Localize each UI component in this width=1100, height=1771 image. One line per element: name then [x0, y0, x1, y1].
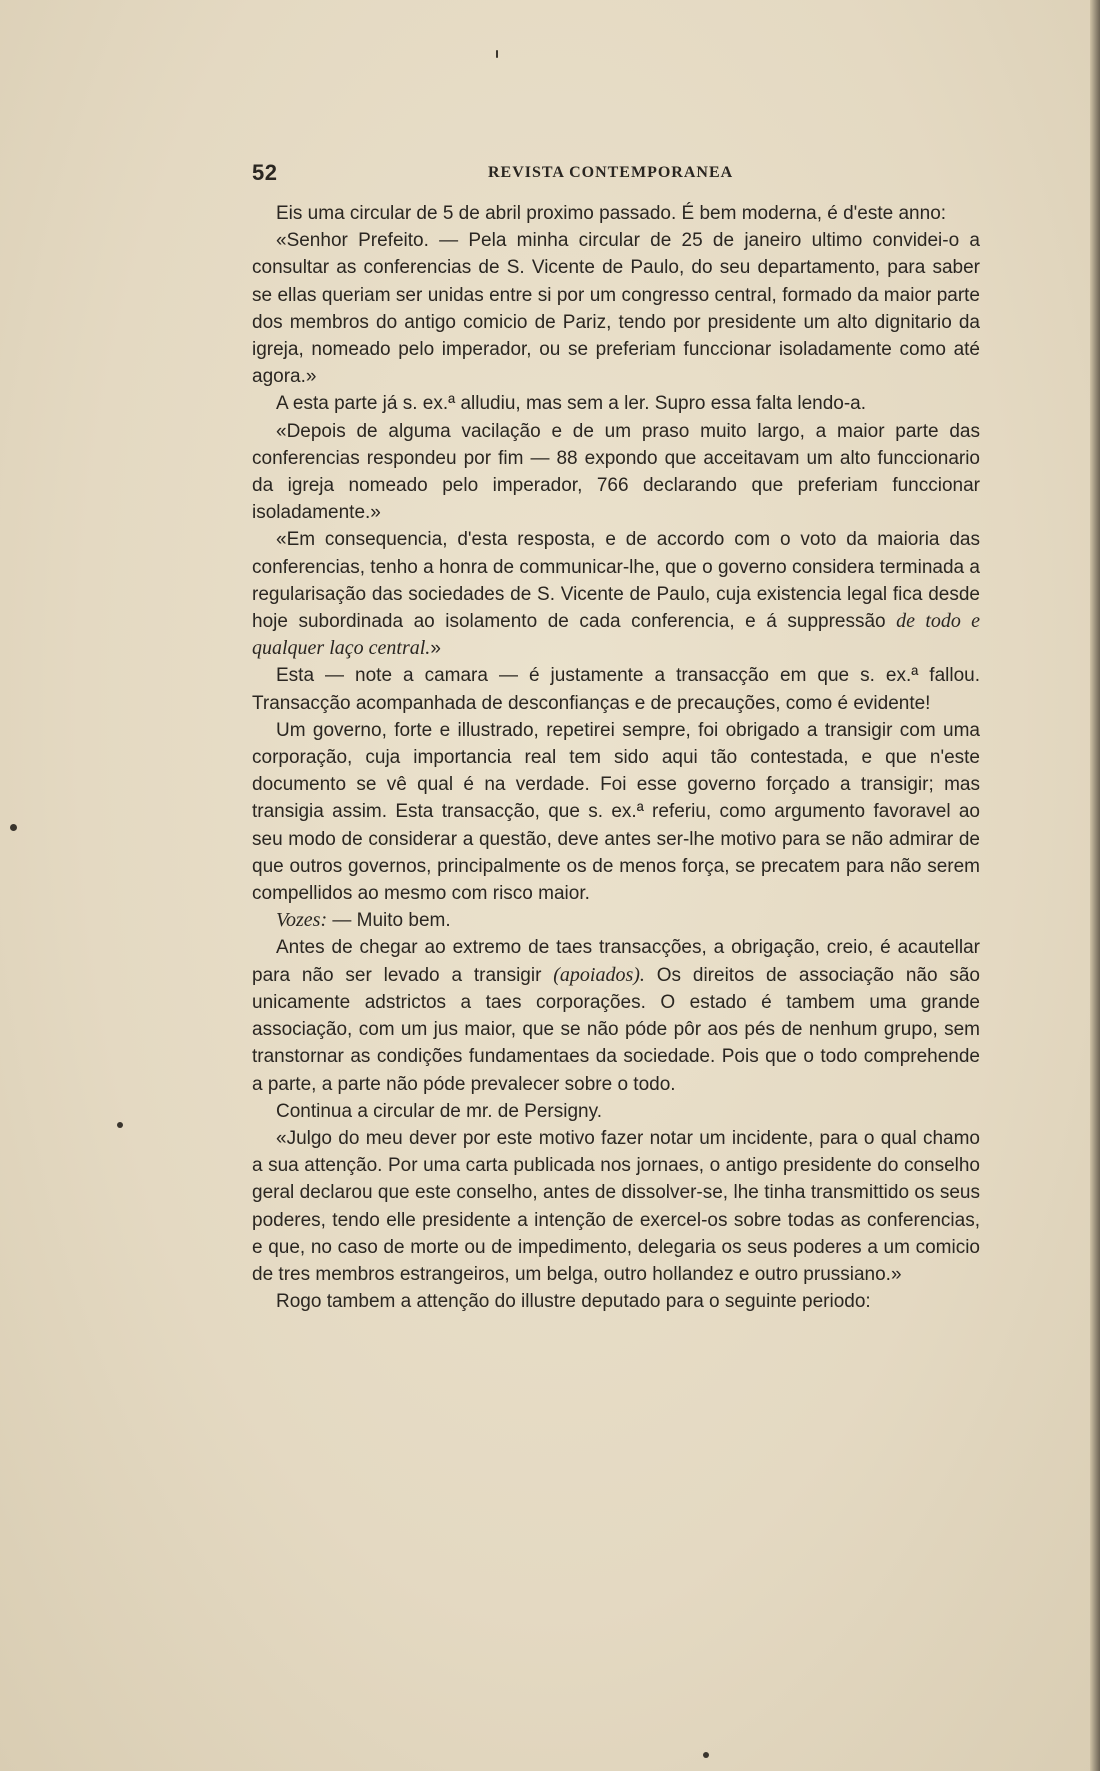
paragraph-text: »: [430, 638, 441, 660]
scan-speck: [117, 1122, 123, 1128]
scan-speck: [496, 50, 498, 58]
speaker-label: Vozes:: [276, 909, 328, 932]
paragraph: «Senhor Prefeito. — Pela minha circular de 25 de janeiro ultimo convidei-o a consultar as conferencias de S. Vicente de Paulo, do seu departamento, para saber se ellas queriam ser unidas entre si por um congresso central, formado da maior parte dos membros do antigo comicio de Pariz, tendo por presidente um alto dignitario da igreja, nomeado pelo imperador, ou se preferiam funccionar isoladamente como até agora.»: [252, 230, 980, 388]
paragraph: «Depois de alguma vacilação e de um praso muito largo, a maior parte das conferencias respondeu por fim — 88 expondo que acceitavam um alto funccionario da igreja nomeado pelo imperador, 766 declarando que preferiam funccionar isoladamente.»: [252, 420, 980, 524]
scan-speck: [703, 1752, 709, 1758]
paragraph-text: — Muito bem.: [327, 910, 451, 932]
page-header: [252, 160, 980, 190]
paragraph-text: Os direitos de associação não são unicamente adstrictos a taes corporações. O estado é tambem uma grande associação, com um jus maior, que se não póde pôr aos pés de nenhum grupo, sem transtornar as condições fundamentaes da sociedade. Pois que o todo comprehende a parte, a parte não póde prevalecer sobre o todo.: [252, 964, 980, 1095]
paragraph-text: Antes de chegar ao extremo de taes transacções, a obrigação, creio, é acautellar para não ser levado a transigir: [252, 937, 980, 986]
paragraph: Eis uma circular de 5 de abril proximo passado. É bem moderna, é d'este anno:: [276, 203, 947, 224]
italic-text: (apoiados).: [553, 963, 645, 986]
paragraph: [252, 907, 980, 934]
paragraph: «Julgo do meu dever por este motivo fazer notar um incidente, para o qual chamo a sua attenção. Por uma carta publicada nos jornaes, o antigo presidente do conselho geral declarou que este conselho, antes de dissolver-se, lhe tinha transmittido os seus poderes, tendo elle presidente a intenção de exercel-os sobre todas as conferencias, e que, no caso de morte ou de impedimento, delegaria os seus poderes a um comicio de tres membros estrangeiros, um belga, outro hollandez e outro prussiano.»: [252, 1127, 980, 1285]
paragraph: Rogo tambem a attenção do illustre deputado para o seguinte periodo:: [276, 1291, 871, 1313]
paragraph: Continua a circular de mr. de Persigny.: [276, 1100, 602, 1122]
page-edge: [1090, 0, 1100, 1771]
italic-text: de todo e qualquer laço central.: [252, 610, 981, 660]
body-text: [252, 200, 980, 1315]
paragraph-text: «Em consequencia, d'esta resposta, e de accordo com o voto da maioria das conferencias, tenho a honra de communicar-lhe, que o governo considera terminada a regularisação das sociedades de S. Vicente de Paulo, cuja existencia legal fica desde hoje subordinada ao isolamento de cada conferencia, e á suppressão: [252, 529, 980, 633]
paragraph: [252, 526, 980, 662]
paragraph: [252, 934, 980, 1097]
running-head: REVISTA CONTEMPORANEA: [488, 164, 734, 181]
paragraph: Esta — note a camara — é justamente a transacção em que s. ex.ª fallou. Transacção acompanhada de desconfianças e de precauções, como é evidente!: [252, 665, 980, 714]
paragraph: Um governo, forte e illustrado, repetirei sempre, foi obrigado a transigir com uma corporação, cuja importancia real tem sido aqui tão contestada, e que n'este documento se vê qual é na verdade. Foi esse governo forçado a transigir; mas transigia assim. Esta transacção, que s. ex.ª referiu, como argumento favoravel ao seu modo de considerar a questão, deve antes ser-lhe motivo para se não admirar de que outros governos, principalmente os de menos força, se precatem para não serem compellidos ao mesmo com risco maior.: [252, 719, 980, 905]
paragraph: A esta parte já s. ex.ª alludiu, mas sem a ler. Supro essa falta lendo-a.: [276, 393, 867, 415]
page-number: 52: [252, 160, 278, 185]
scan-speck: [10, 824, 17, 831]
